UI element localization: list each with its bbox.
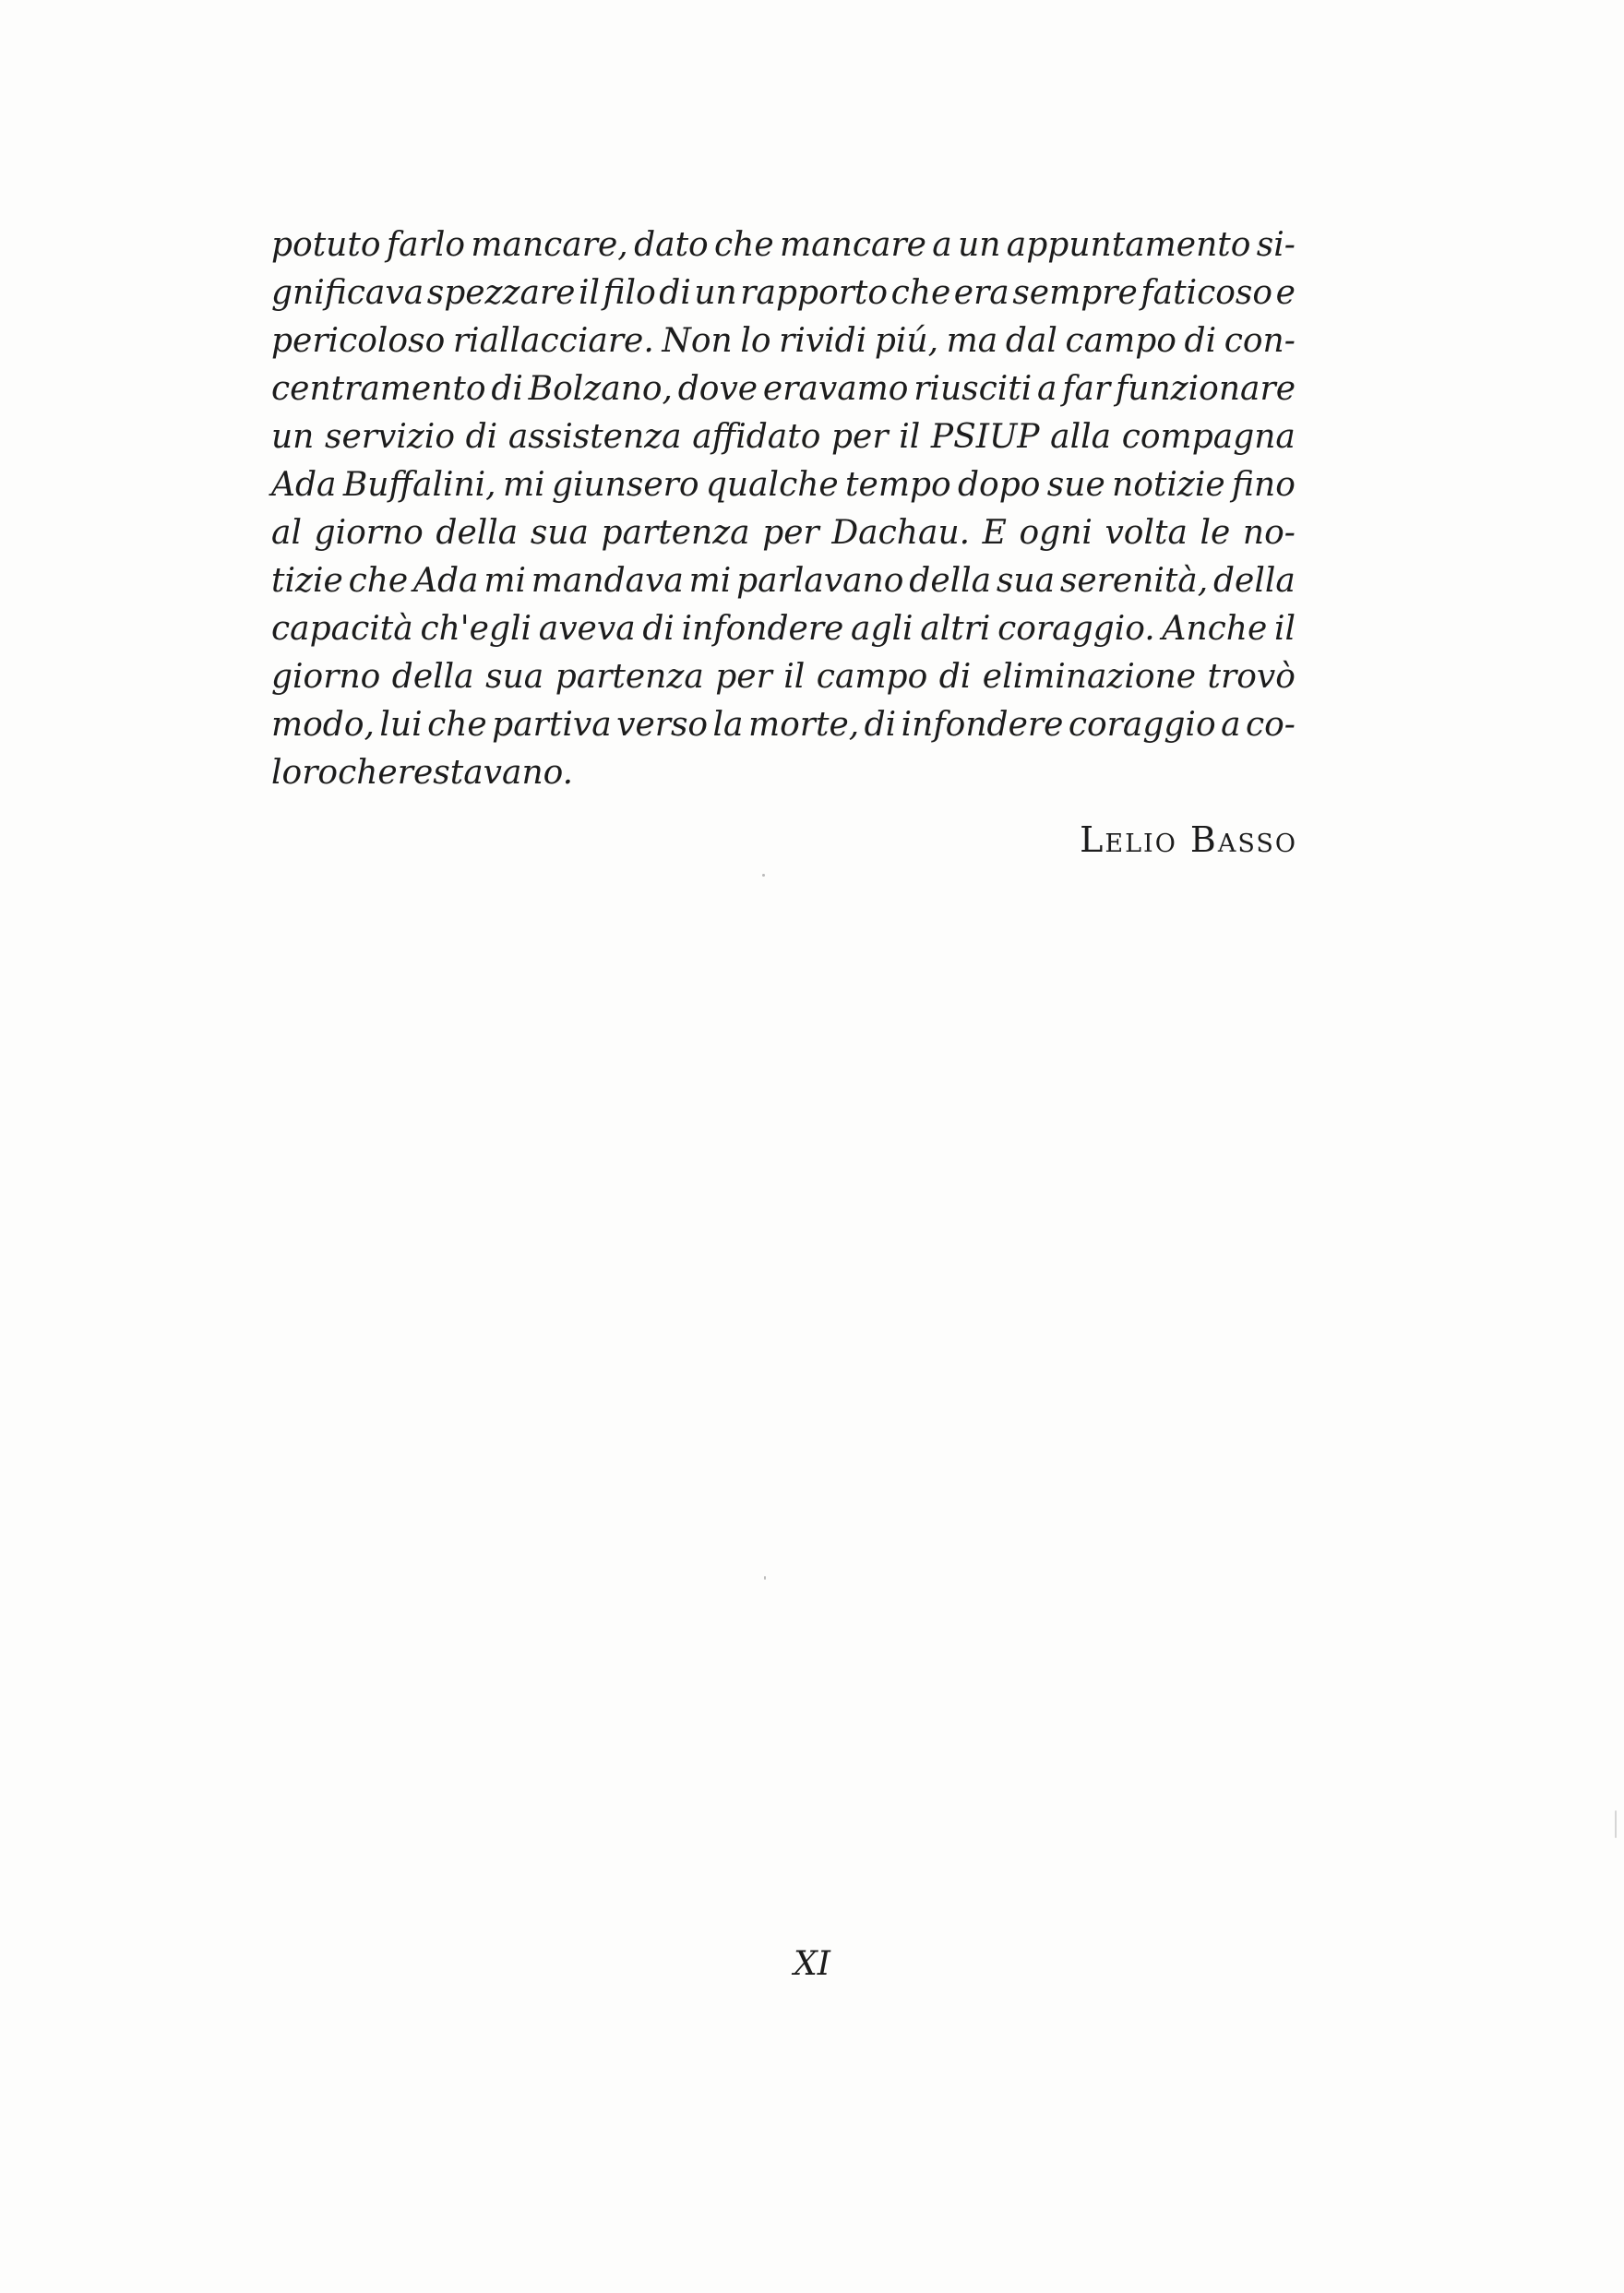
word: filo	[603, 274, 656, 312]
word: loro	[271, 754, 339, 792]
word: piú,	[874, 322, 939, 360]
text-line	[271, 413, 1296, 461]
word: faticoso	[1140, 274, 1273, 312]
word: a	[1221, 706, 1241, 744]
word: il	[899, 418, 921, 456]
text-line	[271, 605, 1296, 653]
word: partenza	[601, 514, 750, 552]
word: volta	[1105, 514, 1188, 552]
word: dopo	[958, 466, 1041, 504]
word: coraggio	[1068, 706, 1216, 744]
word: Ada	[271, 466, 337, 504]
word: alla	[1050, 418, 1112, 456]
word: agli	[851, 610, 914, 648]
text-line	[271, 701, 1296, 749]
word: un	[694, 274, 737, 312]
word: aveva	[538, 610, 636, 648]
word: qualche	[705, 466, 839, 504]
word: verso	[616, 706, 709, 744]
word: sua	[485, 658, 544, 696]
word: con-	[1224, 322, 1296, 360]
word: eliminazione	[982, 658, 1197, 696]
word: che	[338, 754, 398, 792]
word: tempo	[845, 466, 951, 504]
word: mancare,	[471, 226, 628, 264]
word: restavano.	[397, 754, 574, 792]
word: il	[1273, 610, 1296, 648]
word: assistenza	[508, 418, 682, 456]
text-line	[271, 461, 1296, 509]
word: morte,	[747, 706, 860, 744]
word: notizie	[1112, 466, 1225, 504]
word: parlavano	[736, 562, 904, 600]
word: tizie	[271, 562, 343, 600]
word: che	[427, 706, 487, 744]
text-line	[271, 557, 1296, 605]
word: a	[932, 226, 952, 264]
word: modo,	[271, 706, 375, 744]
word: della	[1213, 562, 1296, 600]
word: affidato	[692, 418, 821, 456]
word: che	[714, 226, 774, 264]
word: ma	[946, 322, 998, 360]
text-line	[271, 749, 1296, 797]
word: rapporto	[740, 274, 889, 312]
word: un	[958, 226, 1001, 264]
text-line	[271, 653, 1296, 701]
word: il	[578, 274, 601, 312]
scan-speck	[1615, 1810, 1617, 1838]
word: giorno	[271, 658, 381, 696]
scan-speck	[762, 874, 765, 877]
word: riusciti	[914, 370, 1033, 408]
word: mi	[484, 562, 526, 600]
word: appuntamento	[1006, 226, 1251, 264]
word: di	[659, 274, 691, 312]
word: a	[1037, 370, 1057, 408]
word: centramento	[271, 370, 486, 408]
word: Ada	[413, 562, 479, 600]
text-line	[271, 269, 1296, 317]
word: sue	[1046, 466, 1105, 504]
word: Non	[662, 322, 733, 360]
word: altri	[920, 610, 991, 648]
word: E	[982, 514, 1007, 552]
word: della	[909, 562, 992, 600]
word: campo	[816, 658, 928, 696]
word: potuto	[271, 226, 381, 264]
word: per	[715, 658, 772, 696]
word: partiva	[492, 706, 612, 744]
word: Anche	[1162, 610, 1268, 648]
word: il	[783, 658, 806, 696]
word: della	[391, 658, 474, 696]
word: giunsero	[551, 466, 699, 504]
page-number: XI	[794, 1945, 830, 1983]
word: sempre	[1012, 274, 1138, 312]
word: spezzare	[426, 274, 576, 312]
word: era	[953, 274, 1009, 312]
word: campo	[1065, 322, 1176, 360]
word: compagna	[1121, 418, 1296, 456]
word: giorno	[314, 514, 424, 552]
word: della	[436, 514, 519, 552]
word: pericoloso	[271, 322, 446, 360]
word: partenza	[555, 658, 704, 696]
text-line	[271, 221, 1296, 269]
word: e	[1275, 274, 1296, 312]
word: per	[831, 418, 889, 456]
word: Bolzano,	[528, 370, 673, 408]
word: gnificava	[271, 274, 424, 312]
text-line	[271, 365, 1296, 413]
word: eravamo	[762, 370, 909, 408]
word: dove	[677, 370, 758, 408]
word: per	[762, 514, 819, 552]
word: al	[271, 514, 302, 552]
text-line	[271, 317, 1296, 365]
word: lo	[740, 322, 771, 360]
word: capacità	[271, 610, 413, 648]
word: mancare	[780, 226, 926, 264]
word: si-	[1256, 226, 1296, 264]
word: funzionare	[1115, 370, 1296, 408]
scan-speck	[764, 1576, 766, 1580]
word: dato	[634, 226, 709, 264]
word: Dachau.	[831, 514, 971, 552]
word: Buffalini,	[342, 466, 496, 504]
word: che	[348, 562, 409, 600]
word: coraggio.	[997, 610, 1155, 648]
word: co-	[1245, 706, 1296, 744]
word: ch'egli	[420, 610, 532, 648]
word: ogni	[1019, 514, 1093, 552]
word: rividi	[779, 322, 867, 360]
word: mandava	[531, 562, 684, 600]
word: trovò	[1207, 658, 1296, 696]
word: lui	[379, 706, 423, 744]
text-line	[271, 509, 1296, 557]
word: PSIUP	[930, 418, 1040, 456]
word: serenità,	[1059, 562, 1209, 600]
word: sua	[996, 562, 1056, 600]
word: mi	[688, 562, 732, 600]
word: di	[491, 370, 523, 408]
word: sua	[530, 514, 589, 552]
word: farlo	[386, 226, 466, 264]
word: infondere	[681, 610, 844, 648]
word: di	[1184, 322, 1217, 360]
word: un	[271, 418, 315, 456]
word: riallacciare.	[452, 322, 654, 360]
word: di	[938, 658, 972, 696]
word: la	[712, 706, 744, 744]
word: far	[1062, 370, 1111, 408]
word: dal	[1005, 322, 1057, 360]
author-signature: Lelio Basso	[1080, 819, 1297, 860]
word: fino	[1232, 466, 1296, 504]
word: mi	[502, 466, 545, 504]
word: di	[642, 610, 675, 648]
word: infondere	[901, 706, 1064, 744]
body-text	[271, 221, 1296, 797]
word: di	[465, 418, 498, 456]
word: no-	[1242, 514, 1296, 552]
word: di	[864, 706, 897, 744]
word: che	[890, 274, 951, 312]
word: servizio	[325, 418, 455, 456]
word: le	[1200, 514, 1231, 552]
